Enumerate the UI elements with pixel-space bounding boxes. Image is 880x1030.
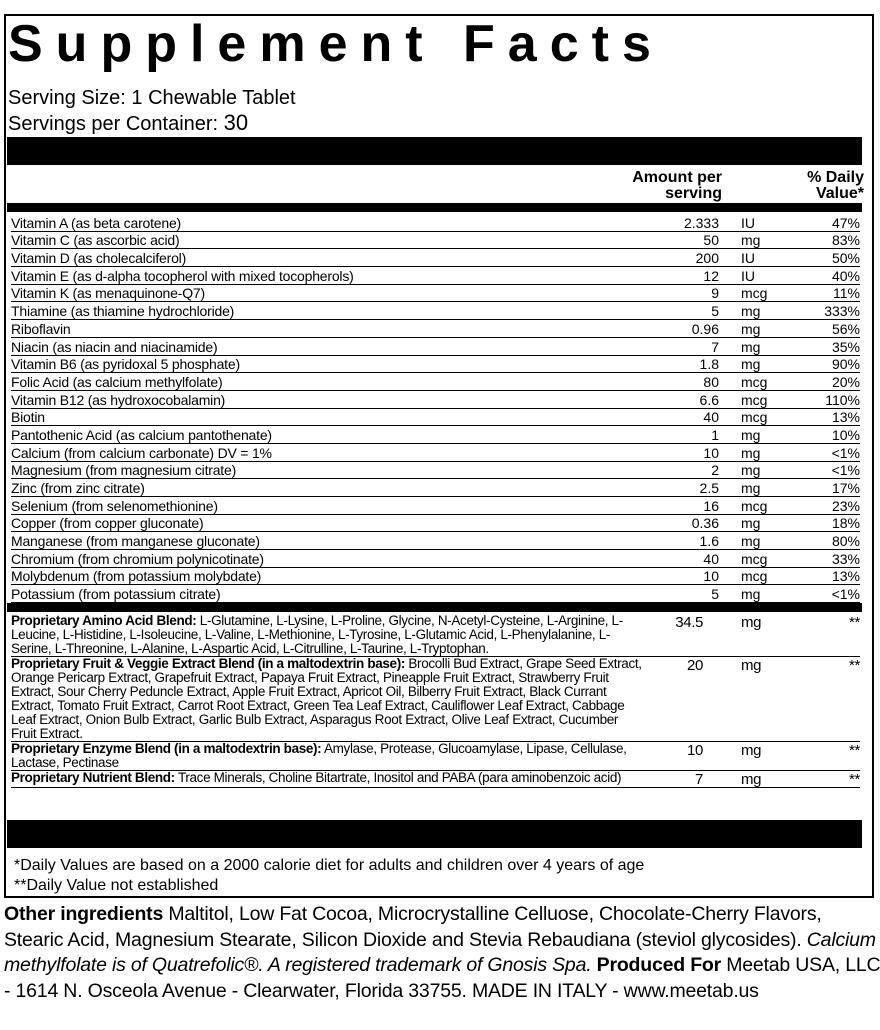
table-row bbox=[11, 320, 860, 338]
nutrient-dv: 35% bbox=[789, 337, 860, 355]
nutrient-amount: 10 bbox=[631, 567, 727, 585]
nutrient-amount: 7 bbox=[631, 337, 727, 355]
nutrient-dv: 40% bbox=[789, 267, 860, 285]
blend-ingredients: L-Glutamine, L-Lysine, L-Proline, Glycine, N-Acetyl-Cysteine, L-Arginine, L-Leucine, L-Histidine, L-Isoleucine, L-Valine, L-Methionine, L-Tyrosine, L-Glutamic Acid, L-Phenylalanine, L-Serine, L-Threonine, L-Alanine, L-Aspartic Acid, L-Citrulline, L-Taurine, L-Tryptophan. bbox=[11, 613, 623, 656]
nutrient-name: Vitamin B12 (as hydroxocobalamin) bbox=[11, 390, 631, 408]
table-row bbox=[11, 479, 860, 497]
table-row bbox=[11, 267, 860, 285]
nutrient-amount: 0.96 bbox=[631, 320, 727, 338]
nutrient-amount: 6.6 bbox=[631, 390, 727, 408]
nutrient-name: Chromium (from chromium polynicotinate) bbox=[11, 550, 631, 568]
table-row bbox=[11, 497, 860, 515]
nutrient-amount: 9 bbox=[631, 284, 727, 302]
nutrient-unit: mg bbox=[727, 585, 789, 603]
blend-description bbox=[11, 614, 647, 657]
nutrient-unit: mg bbox=[727, 337, 789, 355]
table-row bbox=[11, 461, 860, 479]
blend-row bbox=[11, 742, 860, 771]
nutrient-dv: 50% bbox=[789, 249, 860, 267]
table-row bbox=[11, 373, 860, 391]
blend-name: Proprietary Fruit & Veggie Extract Blend (in a maltodextrin base): bbox=[11, 656, 405, 671]
blend-ingredients: Brocolli Bud Extract, Grape Seed Extract, Orange Pericarp Extract, Grapefruit Extract, Papaya Fruit Extract, Pineapple Fruit Extract, Strawberry Fruit Extract, Sour Cherry Peduncle Extract, Apple Fruit Extract, Apricot Oil, Bilberry Fruit Extract, Black Currant Extract, Tomato Fruit Extract, Carrot Root Extract, Green Tea Leaf Extract, Cauliflower Leaf Extract, Cabbage Leaf Extract, Onion Bulb Extract, Garlic Bulb Extract, Asparagus Root Extract, Olive Leaf Extract, Cucumber Fruit Extract. bbox=[11, 656, 642, 741]
table-row bbox=[11, 355, 860, 373]
servings-label: Servings per Container: bbox=[8, 113, 219, 135]
nutrient-unit: IU bbox=[727, 214, 789, 231]
table-row bbox=[11, 390, 860, 408]
nutrient-amount: 1 bbox=[631, 426, 727, 444]
thick-divider-bottom bbox=[7, 820, 862, 848]
blend-table bbox=[11, 614, 860, 788]
nutrient-amount: 16 bbox=[631, 497, 727, 515]
nutrient-amount: 80 bbox=[631, 373, 727, 391]
nutrient-unit: mcg bbox=[727, 373, 789, 391]
nutrient-dv: 17% bbox=[789, 479, 860, 497]
nutrient-unit: mg bbox=[727, 479, 789, 497]
nutrient-name: Vitamin C (as ascorbic acid) bbox=[11, 231, 631, 249]
nutrient-unit: IU bbox=[727, 249, 789, 267]
nutrient-amount: 40 bbox=[631, 408, 727, 426]
blend-description bbox=[11, 742, 647, 771]
nutrient-name: Biotin bbox=[11, 408, 631, 426]
nutrient-name: Molybdenum (from potassium molybdate) bbox=[11, 567, 631, 585]
nutrient-amount: 40 bbox=[631, 550, 727, 568]
nutrient-dv: 13% bbox=[789, 408, 860, 426]
nutrient-amount: 5 bbox=[631, 302, 727, 320]
panel-title: Supplement Facts bbox=[8, 15, 664, 73]
nutrient-unit: IU bbox=[727, 267, 789, 285]
nutrient-name: Pantothenic Acid (as calcium pantothenate) bbox=[11, 426, 631, 444]
nutrient-dv: 110% bbox=[789, 390, 860, 408]
nutrient-name: Zinc (from zinc citrate) bbox=[11, 479, 631, 497]
nutrient-name: Vitamin A (as beta carotene) bbox=[11, 214, 631, 231]
nutrient-name: Thiamine (as thiamine hydrochloride) bbox=[11, 302, 631, 320]
amount-header bbox=[610, 170, 722, 202]
blend-amount: 34.5 bbox=[647, 614, 717, 657]
table-row bbox=[11, 408, 860, 426]
table-row bbox=[11, 550, 860, 568]
nutrient-name: Manganese (from manganese gluconate) bbox=[11, 532, 631, 550]
nutrient-name: Selenium (from selenomethionine) bbox=[11, 497, 631, 515]
nutrient-dv: 13% bbox=[789, 567, 860, 585]
table-row bbox=[11, 249, 860, 267]
nutrient-unit: mg bbox=[727, 443, 789, 461]
dv-header bbox=[790, 170, 864, 202]
nutrient-name: Magnesium (from magnesium citrate) bbox=[11, 461, 631, 479]
blend-dv: ** bbox=[787, 614, 860, 657]
table-row bbox=[11, 514, 860, 532]
thick-divider-blends bbox=[7, 603, 862, 612]
blend-name: Proprietary Amino Acid Blend: bbox=[11, 613, 197, 628]
nutrient-dv: 33% bbox=[789, 550, 860, 568]
thick-divider-top bbox=[7, 137, 862, 165]
other-label: Other ingredients bbox=[4, 903, 164, 925]
blend-description bbox=[11, 657, 647, 742]
table-row bbox=[11, 532, 860, 550]
blend-dv: ** bbox=[787, 742, 860, 771]
nutrient-dv: 83% bbox=[789, 231, 860, 249]
nutrient-amount: 2.333 bbox=[631, 214, 727, 231]
nutrient-unit: mg bbox=[727, 302, 789, 320]
dv-header-line2: Value* bbox=[815, 185, 864, 202]
nutrient-dv: 80% bbox=[789, 532, 860, 550]
nutrient-amount: 10 bbox=[631, 443, 727, 461]
nutrient-name: Folic Acid (as calcium methylfolate) bbox=[11, 373, 631, 391]
nutrient-amount: 0.36 bbox=[631, 514, 727, 532]
nutrient-name: Vitamin B6 (as pyridoxal 5 phosphate) bbox=[11, 355, 631, 373]
nutrient-amount: 200 bbox=[631, 249, 727, 267]
nutrient-name: Copper (from copper gluconate) bbox=[11, 514, 631, 532]
blend-name: Proprietary Enzyme Blend (in a maltodextrin base): bbox=[11, 741, 322, 756]
blend-row bbox=[11, 657, 860, 742]
nutrient-unit: mcg bbox=[727, 550, 789, 568]
nutrient-amount: 2.5 bbox=[631, 479, 727, 497]
serving-size: Serving Size: 1 Chewable Tablet bbox=[8, 87, 296, 109]
thick-divider-header bbox=[7, 203, 862, 212]
blend-ingredients: Amylase, Protease, Glucoamylase, Lipase, Cellulase, Lactase, Pectinase bbox=[11, 741, 627, 770]
blend-unit: mg bbox=[717, 771, 787, 788]
blend-ingredients: Trace Minerals, Choline Bitartrate, Inositol and PABA (para aminobenzoic acid) bbox=[174, 770, 622, 785]
nutrient-unit: mcg bbox=[727, 284, 789, 302]
footnote-daily-values: *Daily Values are based on a 2000 calorie diet for adults and children over 4 years of age bbox=[14, 857, 645, 874]
other-text: Maltitol, Low Fat Cocoa, Microcrystalline Celluose, Chocolate-Cherry Flavors, Stearic Acid, Magnesium Stearate, Silicon Dioxide and Stevia Rebaudiana (steviol glycosides). bbox=[4, 903, 822, 951]
servings-per-container bbox=[8, 111, 248, 136]
nutrient-unit: mg bbox=[727, 320, 789, 338]
nutrient-dv: 56% bbox=[789, 320, 860, 338]
nutrient-unit: mcg bbox=[727, 408, 789, 426]
blend-description bbox=[11, 771, 647, 788]
table-row bbox=[11, 585, 860, 603]
footnote-not-established: **Daily Value not established bbox=[14, 877, 219, 894]
blend-amount: 20 bbox=[647, 657, 717, 742]
table-row bbox=[11, 443, 860, 461]
table-row bbox=[11, 302, 860, 320]
nutrient-dv: <1% bbox=[789, 443, 860, 461]
nutrient-amount: 2 bbox=[631, 461, 727, 479]
nutrient-unit: mg bbox=[727, 532, 789, 550]
nutrient-name: Vitamin E (as d-alpha tocopherol with mixed tocopherols) bbox=[11, 267, 631, 285]
other-ingredients bbox=[4, 902, 880, 1004]
nutrient-amount: 1.6 bbox=[631, 532, 727, 550]
nutrient-dv: <1% bbox=[789, 585, 860, 603]
servings-value: 30 bbox=[223, 110, 249, 135]
nutrient-name: Vitamin K (as menaquinone-Q7) bbox=[11, 284, 631, 302]
nutrient-dv: 90% bbox=[789, 355, 860, 373]
produced-text: Meetab USA, LLC - 1614 N. Osceola Avenue - Clearwater, Florida 33755. MADE IN ITALY - www.meetab.us bbox=[4, 954, 880, 1002]
nutrient-unit: mg bbox=[727, 461, 789, 479]
nutrient-name: Vitamin D (as cholecalciferol) bbox=[11, 249, 631, 267]
nutrient-unit: mg bbox=[727, 355, 789, 373]
nutrient-amount: 1.8 bbox=[631, 355, 727, 373]
nutrient-dv: 23% bbox=[789, 497, 860, 515]
nutrient-unit: mcg bbox=[727, 497, 789, 515]
nutrient-name: Niacin (as niacin and niacinamide) bbox=[11, 337, 631, 355]
blend-row bbox=[11, 614, 860, 657]
nutrient-amount: 12 bbox=[631, 267, 727, 285]
nutrient-dv: 333% bbox=[789, 302, 860, 320]
table-row bbox=[11, 231, 860, 249]
blend-unit: mg bbox=[717, 614, 787, 657]
nutrient-amount: 5 bbox=[631, 585, 727, 603]
nutrient-unit: mcg bbox=[727, 567, 789, 585]
nutrient-dv: 18% bbox=[789, 514, 860, 532]
table-row bbox=[11, 426, 860, 444]
nutrient-dv: 10% bbox=[789, 426, 860, 444]
blend-dv: ** bbox=[787, 771, 860, 788]
nutrient-unit: mg bbox=[727, 514, 789, 532]
nutrient-name: Riboflavin bbox=[11, 320, 631, 338]
nutrient-unit: mcg bbox=[727, 390, 789, 408]
blend-amount: 10 bbox=[647, 742, 717, 771]
vitamin-table bbox=[11, 214, 860, 603]
amount-header-line1: Amount per bbox=[632, 169, 722, 186]
nutrient-name: Potassium (from potassium citrate) bbox=[11, 585, 631, 603]
nutrient-dv: 11% bbox=[789, 284, 860, 302]
blend-row bbox=[11, 771, 860, 788]
table-row bbox=[11, 567, 860, 585]
dv-header-line1: % Daily bbox=[807, 169, 864, 186]
blend-unit: mg bbox=[717, 742, 787, 771]
nutrient-dv: <1% bbox=[789, 461, 860, 479]
nutrient-unit: mg bbox=[727, 426, 789, 444]
table-row bbox=[11, 284, 860, 302]
nutrient-amount: 50 bbox=[631, 231, 727, 249]
nutrient-unit: mg bbox=[727, 231, 789, 249]
blend-dv: ** bbox=[787, 657, 860, 742]
blend-amount: 7 bbox=[647, 771, 717, 788]
other-italic: Calcium methylfolate is of Quatrefolic®. A registered trademark of Gnosis Spa. bbox=[4, 928, 876, 976]
nutrient-dv: 20% bbox=[789, 373, 860, 391]
table-row bbox=[11, 337, 860, 355]
blend-name: Proprietary Nutrient Blend: bbox=[11, 770, 175, 785]
amount-header-line2: serving bbox=[665, 185, 722, 202]
blend-unit: mg bbox=[717, 657, 787, 742]
produced-label: Produced For bbox=[591, 954, 722, 976]
nutrient-dv: 47% bbox=[789, 214, 860, 231]
nutrient-name: Calcium (from calcium carbonate) DV = 1% bbox=[11, 443, 631, 461]
table-row bbox=[11, 214, 860, 231]
